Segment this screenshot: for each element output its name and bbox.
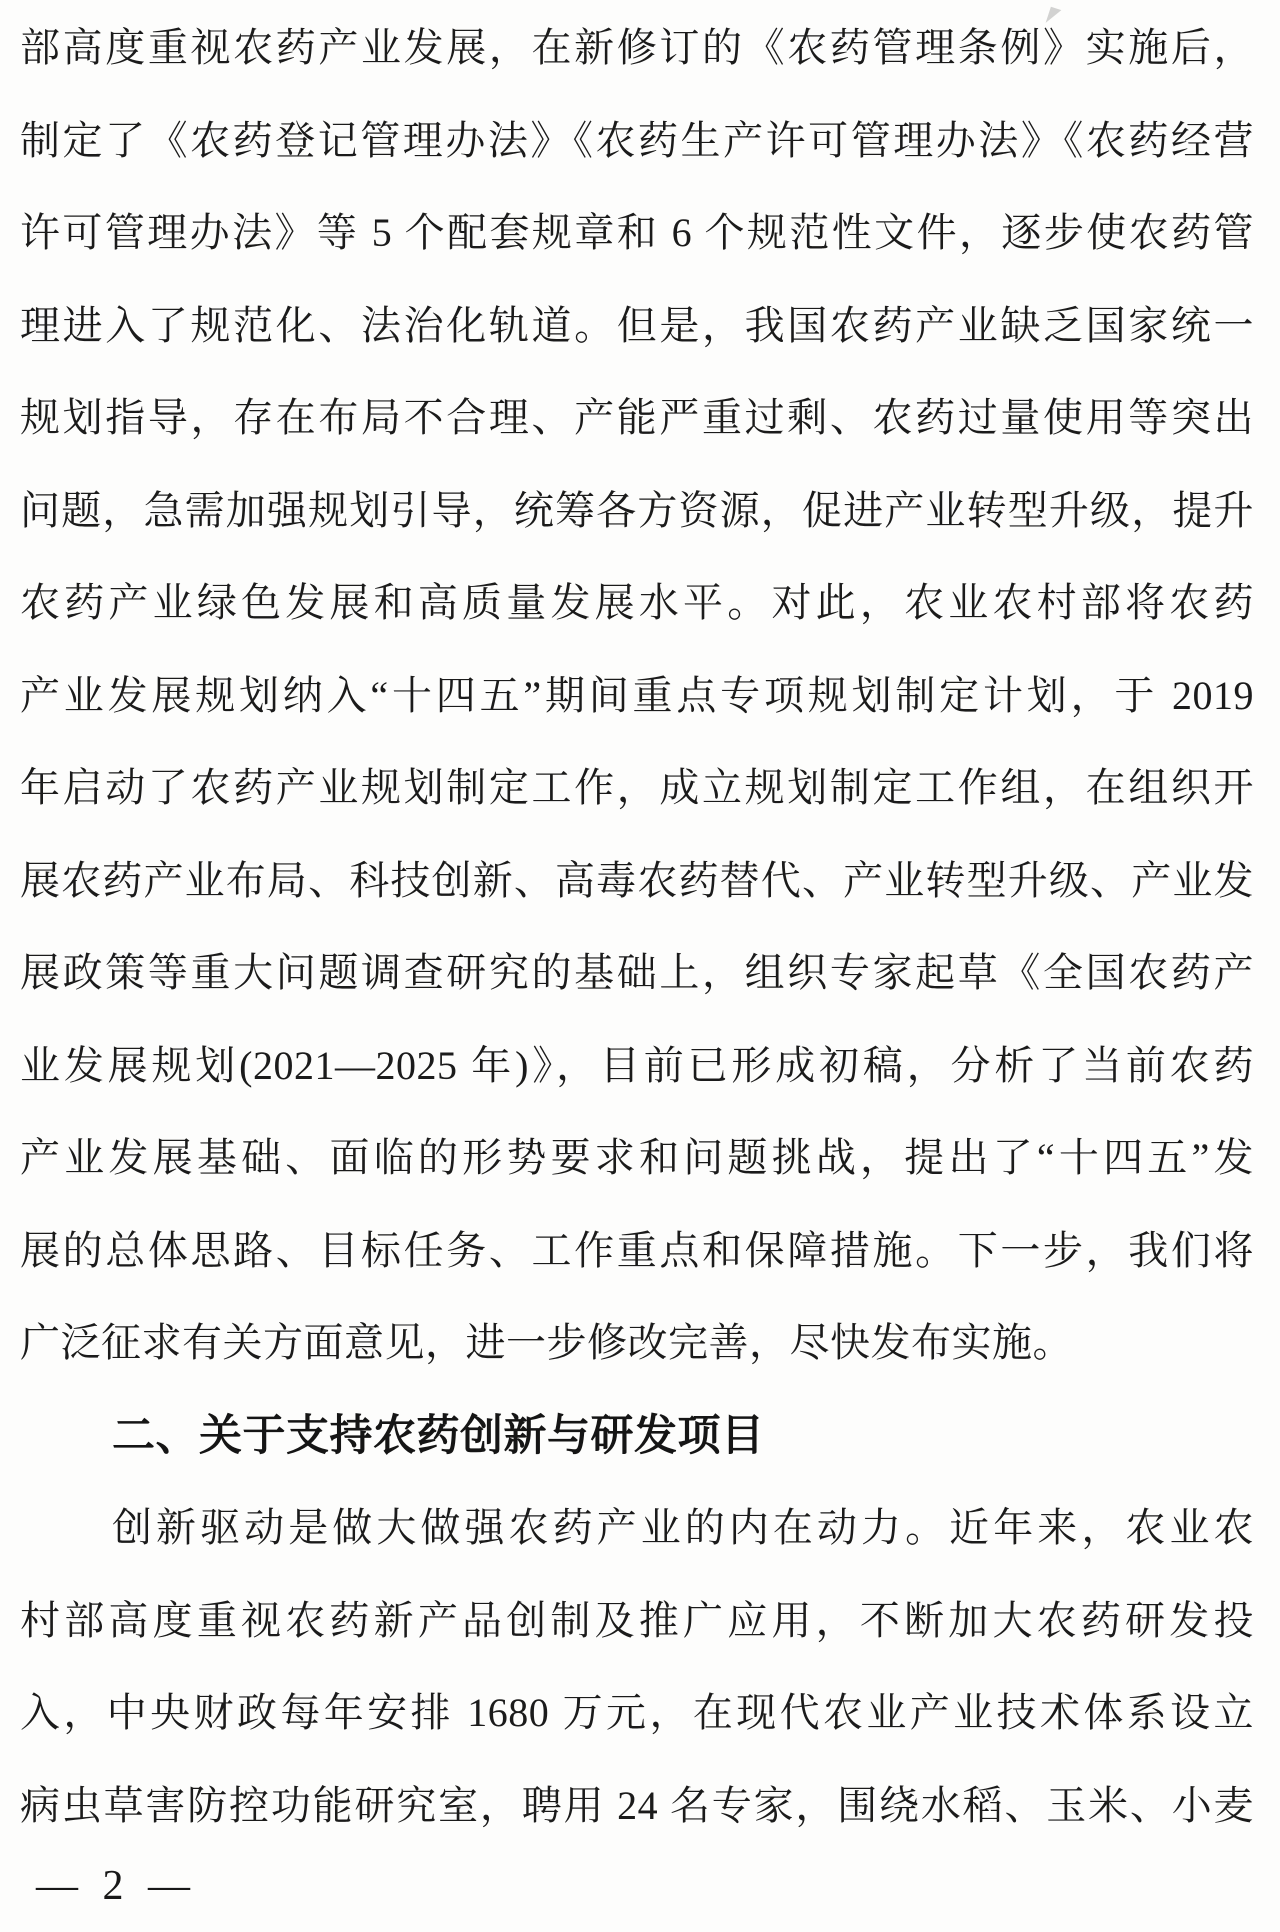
section-heading: 二、关于支持农药创新与研发项目 (112, 1411, 765, 1460)
body-text-line: 产业发展规划纳入“十四五”期间重点专项规划制定计划，于 2019 (20, 672, 1254, 718)
paragraph-1 (20, 2, 1254, 1390)
body-text-line: 展政策等重大问题调查研究的基础上，组织专家起草《全国农药产 (20, 950, 1254, 995)
body-text-line: 规划指导，存在布局不合理、产能严重过剩、农药过量使用等突出 (20, 395, 1254, 440)
body-text-line: 展的总体思路、目标任务、工作重点和保障措施。下一步，我们将 (20, 1227, 1254, 1273)
body-text-line: 入，中央财政每年安排 1680 万元，在现代农业产业技术体系设立 (20, 1690, 1254, 1735)
body-text-line: 展农药产业布局、科技创新、高毒农药替代、产业转型升级、产业发 (20, 857, 1254, 903)
body-text-line: 理进入了规范化、法治化轨道。但是，我国农药产业缺乏国家统一 (20, 302, 1254, 348)
paragraph-2 (20, 1482, 1254, 1852)
body-text-line: 部高度重视农药产业发展，在新修订的《农药管理条例》实施后， (20, 25, 1254, 70)
document-text-block (20, 2, 1254, 1852)
body-text-line: 许可管理办法》等 5 个配套规章和 6 个规范性文件，逐步使农药管 (20, 210, 1254, 255)
body-text-line: 创新驱动是做大做强农药产业的内在动力。近年来，农业农 (112, 1505, 1254, 1550)
body-text-line: 广泛征求有关方面意见，进一步修改完善，尽快发布实施。 (20, 1320, 1073, 1365)
body-text-line: 村部高度重视农药新产品创制及推广应用，不断加大农药研发投 (20, 1597, 1254, 1643)
body-text-line: 病虫草害防控功能研究室，聘用 24 名专家，围绕水稻、玉米、小麦 (20, 1782, 1254, 1828)
body-text-line: 制定了《农药登记管理办法》《农药生产许可管理办法》《农药经营 (20, 117, 1254, 163)
body-text-line: 年启动了农药产业规划制定工作，成立规划制定工作组，在组织开 (20, 765, 1254, 810)
body-text-line: 业发展规划(2021—2025 年)》，目前已形成初稿，分析了当前农药 (20, 1042, 1254, 1088)
body-text-line: 问题，急需加强规划引导，统筹各方资源，促进产业转型升级，提升 (20, 487, 1254, 533)
body-text-line: 产业发展基础、面临的形势要求和问题挑战，提出了“十四五”发 (20, 1135, 1254, 1180)
page-number: — 2 — (36, 1863, 190, 1909)
body-text-line: 农药产业绿色发展和高质量发展水平。对此，农业农村部将农药 (20, 580, 1254, 625)
